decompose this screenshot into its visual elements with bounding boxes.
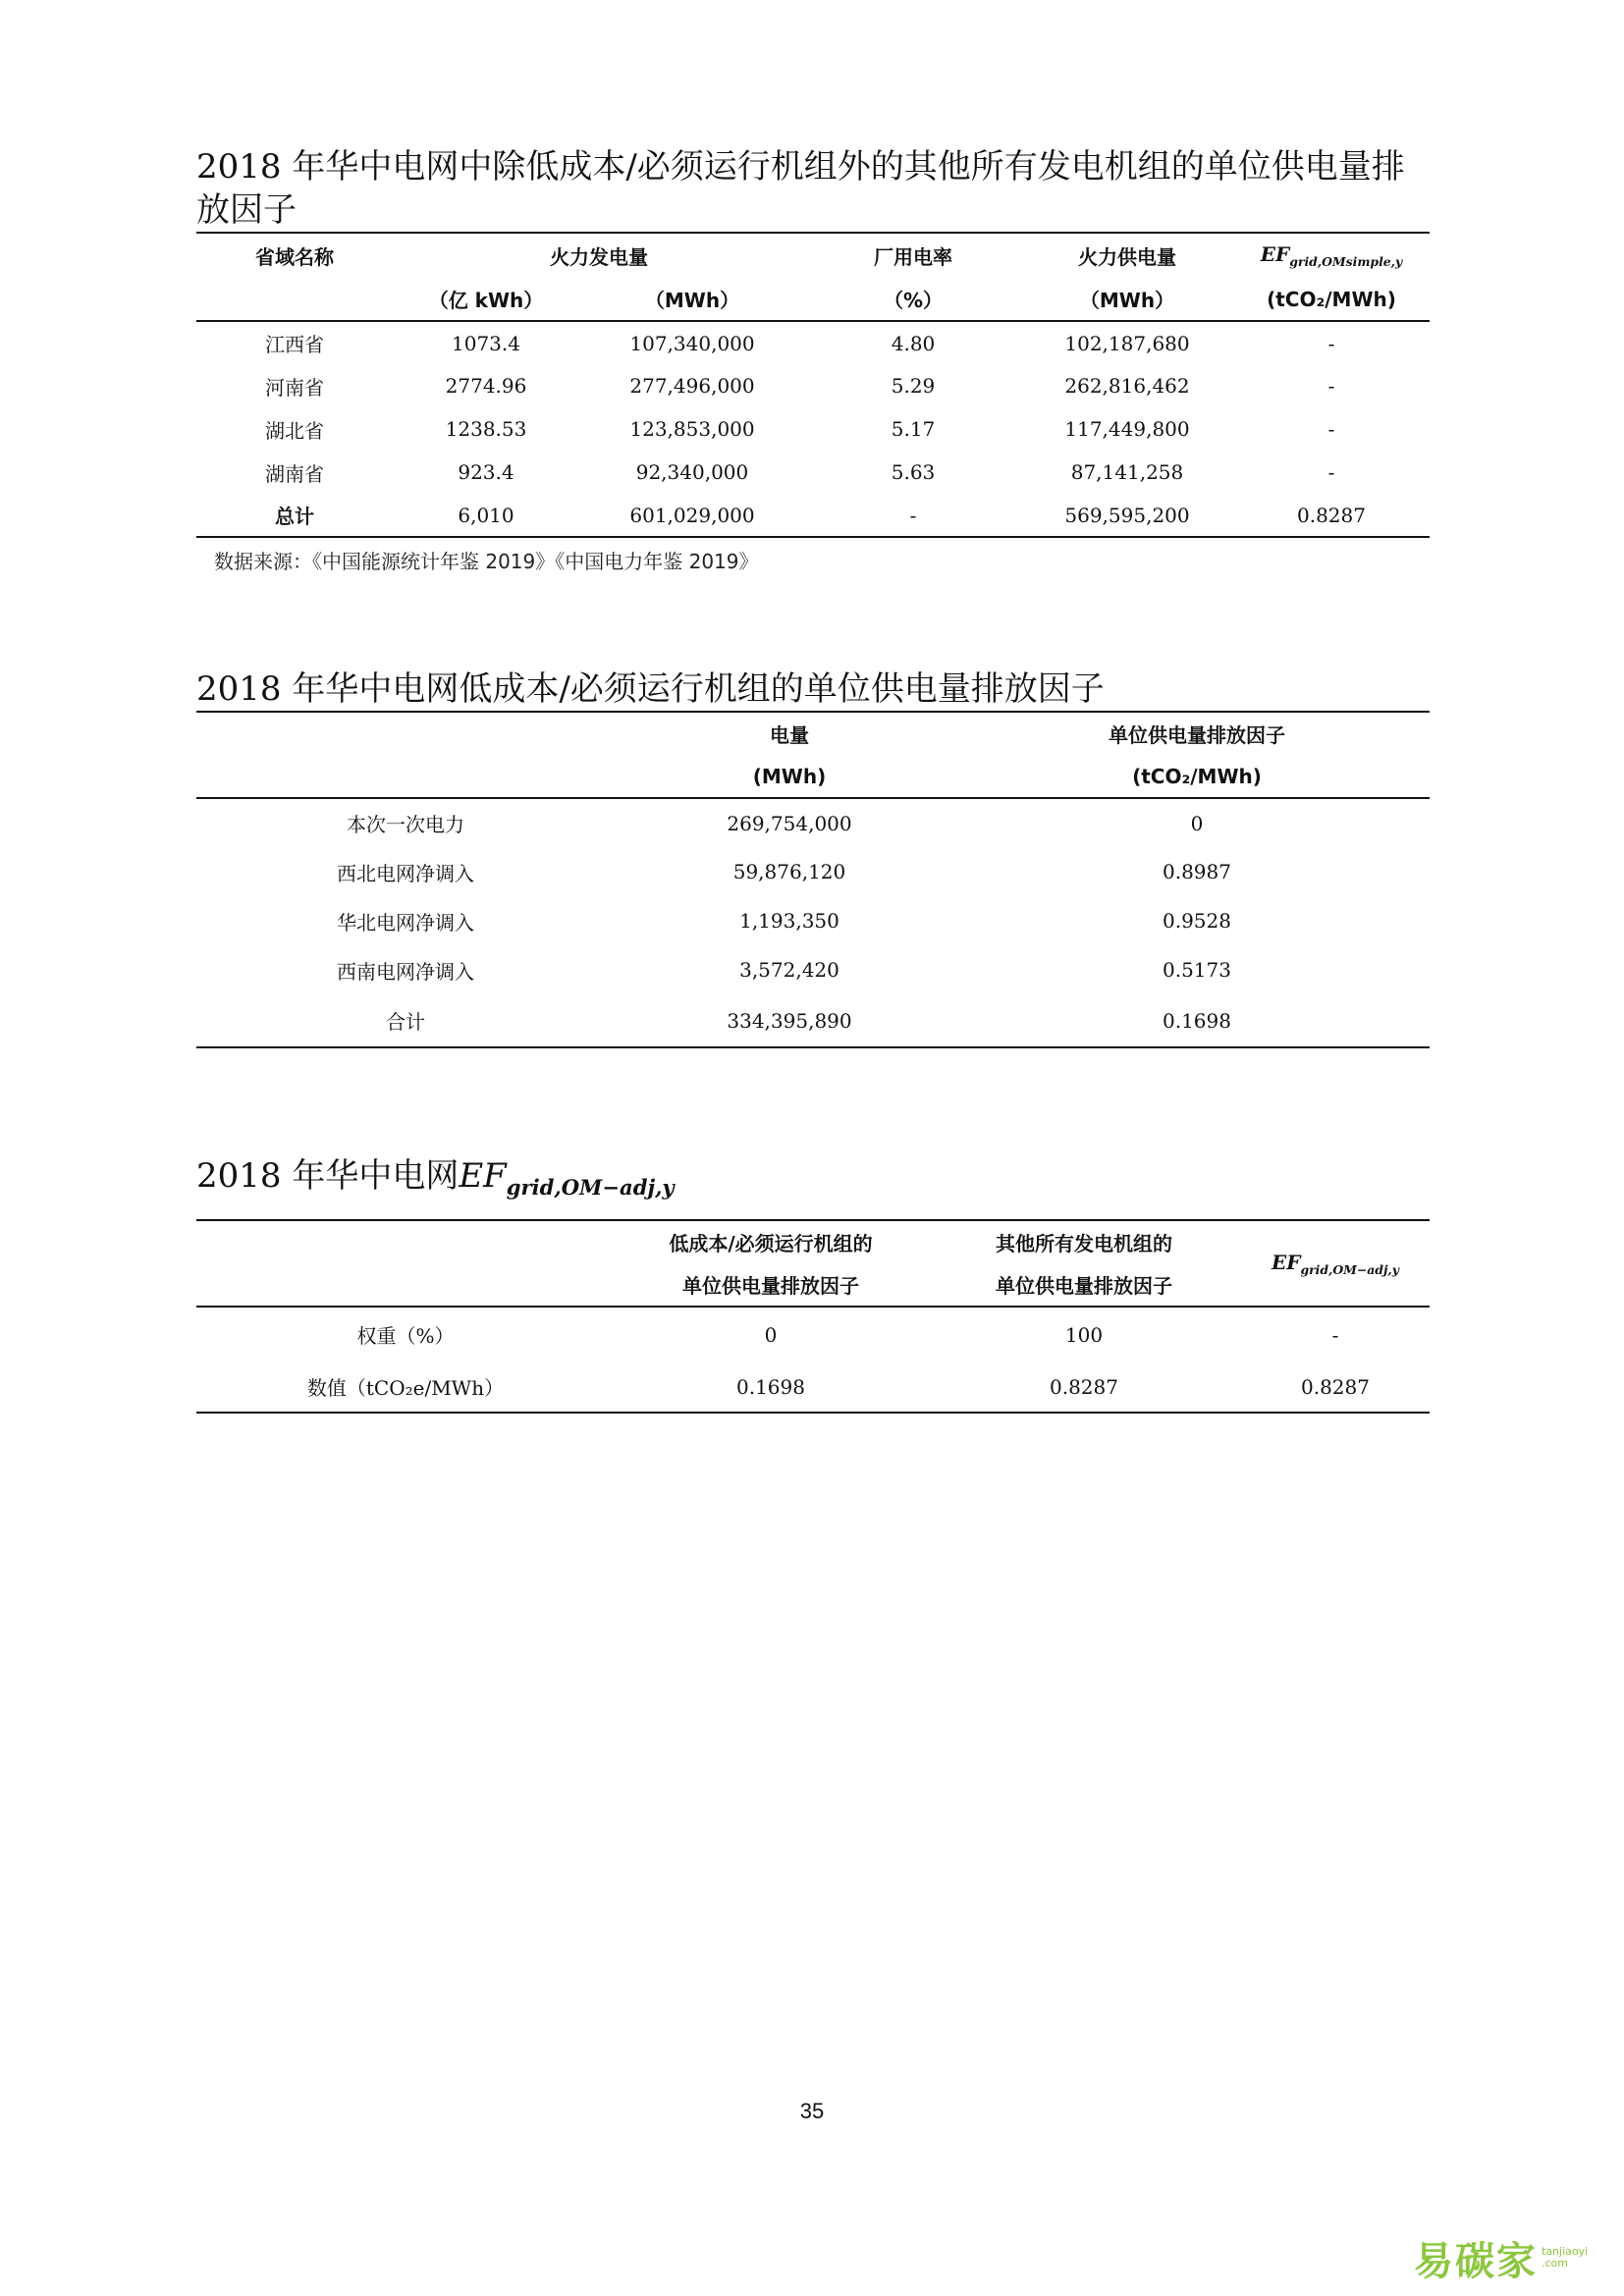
unit-gen-kwh: （亿 kWh） [428, 289, 544, 312]
cell-gen-mwh: 92,340,000 [635, 460, 749, 484]
cell-ef: - [1331, 1322, 1339, 1347]
cell-rate: 5.29 [891, 374, 936, 398]
data-source-note: 数据来源：《中国能源统计年鉴 2019》《中国电力年鉴 2019》 [214, 550, 759, 573]
cell-ef: - [1327, 417, 1335, 441]
row-name: 本次一次电力 [347, 813, 464, 836]
cell-rate: 5.63 [891, 460, 936, 484]
cell-rate: 4.80 [891, 331, 936, 355]
cell-mwh: 334,395,890 [727, 1008, 852, 1033]
cell-supply: 569,595,200 [1064, 503, 1190, 527]
table-row-total [196, 494, 1430, 537]
row-name: 数值（tCO₂e/MWh） [306, 1376, 505, 1400]
table-row [196, 364, 1430, 407]
cell-low-cost: 0.1698 [736, 1374, 805, 1399]
cell-rate: - [909, 503, 917, 527]
row-name: 西南电网净调入 [337, 959, 474, 984]
cell-ef: - [1327, 460, 1335, 484]
row-name: 江西省 [265, 333, 324, 356]
header-other-line2: 单位供电量排放因子 [996, 1274, 1172, 1298]
table3 [196, 1219, 1430, 1414]
unit-ef: (tCO₂/MWh) [1267, 287, 1396, 311]
cell-gen-kwh: 1073.4 [452, 331, 520, 355]
cell-ef: 0.8987 [1163, 860, 1231, 883]
table-row-total [196, 994, 1430, 1047]
table-row [196, 1362, 1430, 1413]
row-name: 湖南省 [265, 461, 324, 486]
table-row [196, 896, 1430, 945]
header-ef: $EF_{grid,OMsimple,y}$ [1260, 242, 1403, 269]
unit-mwh: (MWh) [752, 764, 827, 788]
table1 [196, 232, 1430, 538]
row-name: 西北电网净调入 [337, 861, 474, 885]
cell-supply: 262,816,462 [1064, 374, 1190, 398]
cell-mwh: 269,754,000 [727, 811, 852, 835]
cell-ef: 0 [1190, 811, 1204, 835]
unit-gen-mwh: （MWh） [644, 289, 740, 312]
table-row [196, 1307, 1430, 1362]
table2-title: 2018 年华中电网低成本/必须运行机组的单位供电量排放因子 [196, 669, 1105, 709]
row-name: 华北电网净调入 [337, 910, 474, 934]
header-thermal-supply: 火力供电量 [1078, 245, 1176, 269]
table3-title: 2018 年华中电网$EF_{grid,OM-adj,y}$ [196, 1156, 675, 1200]
row-name: 权重（%） [356, 1324, 455, 1348]
cell-ef: 0.1698 [1163, 1008, 1231, 1033]
table2-header-row [196, 712, 1430, 755]
header-province: 省域名称 [255, 245, 334, 269]
watermark-logo [1414, 2230, 1610, 2285]
header-aux-rate: 厂用电率 [874, 245, 952, 269]
row-name: 合计 [386, 1010, 425, 1034]
row-name: 湖北省 [265, 418, 324, 443]
cell-gen-kwh: 1238.53 [445, 417, 527, 441]
header-low-cost-line2: 单位供电量排放因子 [682, 1274, 859, 1298]
cell-ef: - [1327, 374, 1335, 398]
cell-gen-mwh: 277,496,000 [629, 374, 755, 398]
table-row [196, 321, 1430, 364]
table1-header-row [196, 233, 1430, 278]
row-name: 河南省 [265, 375, 324, 400]
cell-gen-kwh: 6,010 [458, 503, 514, 527]
table2-unit-row [196, 755, 1430, 798]
table3-header-row [196, 1220, 1430, 1263]
table-row [196, 798, 1430, 847]
watermark-domain: tanjiaoyi .com [1542, 2245, 1589, 2269]
cell-supply: 87,141,258 [1070, 460, 1184, 484]
unit-supply: （MWh） [1079, 289, 1175, 312]
table-row [196, 847, 1430, 896]
watermark-text: 易碳家 [1414, 2238, 1538, 2284]
table-row [196, 945, 1430, 994]
cell-gen-kwh: 923.4 [458, 460, 514, 484]
cell-gen-mwh: 107,340,000 [629, 331, 755, 355]
table-row [196, 407, 1430, 451]
cell-ef: 0.5173 [1163, 958, 1231, 982]
cell-mwh: 3,572,420 [739, 958, 839, 982]
header-other-line1: 其他所有发电机组的 [996, 1232, 1172, 1255]
cell-supply: 102,187,680 [1064, 331, 1190, 355]
page-number: 35 [799, 2099, 825, 2123]
cell-rate: 5.17 [891, 417, 936, 441]
cell-low-cost: 0 [764, 1322, 778, 1347]
header-low-cost-line1: 低成本/必须运行机组的 [669, 1232, 873, 1255]
cell-mwh: 59,876,120 [732, 860, 846, 883]
table2 [196, 711, 1430, 1048]
table-row [196, 451, 1430, 494]
header-ef: 单位供电量排放因子 [1109, 723, 1285, 747]
cell-ef: 0.9528 [1163, 909, 1231, 933]
cell-other: 100 [1064, 1322, 1104, 1347]
table1-unit-row [196, 278, 1430, 321]
cell-ef: 0.8287 [1301, 1374, 1370, 1399]
header-thermal-gen: 火力发电量 [550, 245, 648, 269]
cell-gen-kwh: 2774.96 [445, 374, 527, 398]
header-ef-om-adj: $EF_{grid,OM-adj,y}$ [1272, 1250, 1399, 1277]
cell-gen-mwh: 123,853,000 [629, 417, 755, 441]
cell-ef: - [1327, 331, 1335, 355]
cell-supply: 117,449,800 [1064, 417, 1190, 441]
cell-mwh: 1,193,350 [739, 909, 839, 933]
header-mwh: 电量 [770, 723, 809, 747]
cell-gen-mwh: 601,029,000 [629, 503, 755, 527]
unit-ef: (tCO₂/MWh) [1132, 764, 1262, 788]
cell-ef: 0.8287 [1297, 503, 1366, 527]
cell-other: 0.8287 [1050, 1374, 1118, 1399]
table1-title: 2018 年华中电网中除低成本/必须运行机组外的其他所有发电机组的单位供电量排放因子 [196, 147, 1405, 230]
unit-rate: （%） [883, 289, 944, 312]
row-name: 总计 [275, 505, 314, 528]
